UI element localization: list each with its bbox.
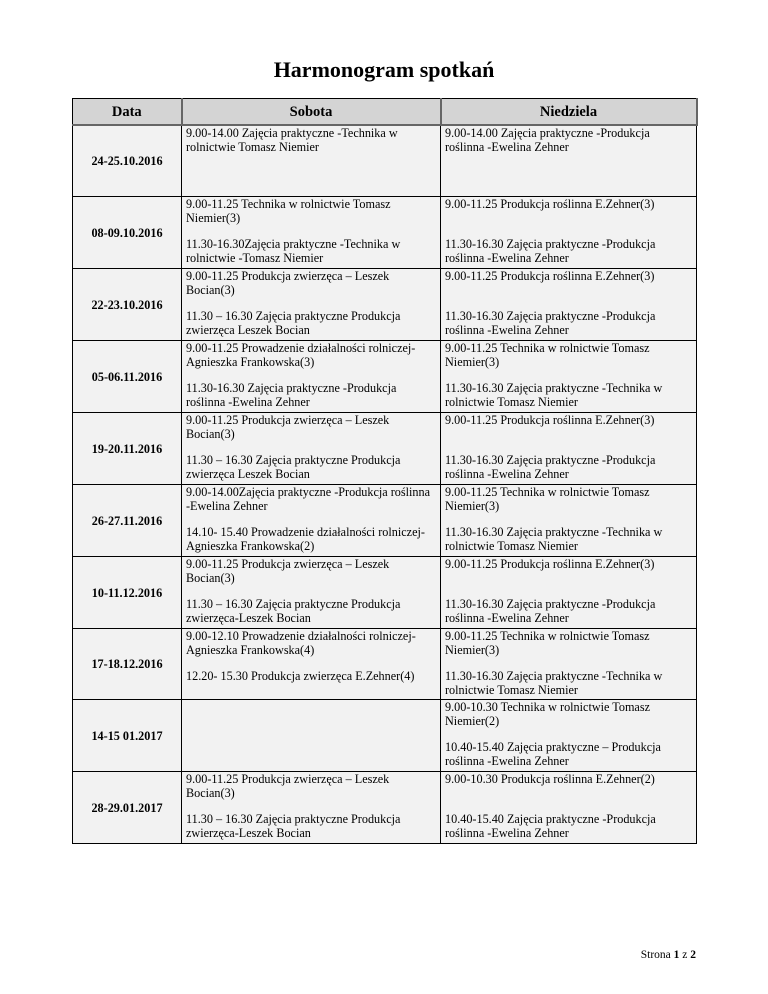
table-row xyxy=(73,269,697,341)
schedule-table xyxy=(72,98,698,844)
table-row xyxy=(73,772,697,844)
session-entry-morning: 9.00-11.25 Produkcja zwierzęca – Leszek Bocian(3) xyxy=(186,413,390,441)
session-entry-morning: 9.00-11.25 Produkcja zwierzęca – Leszek Bocian(3) xyxy=(186,269,390,297)
sunday-cell xyxy=(441,197,697,269)
cell-content xyxy=(182,557,440,627)
cell-content xyxy=(441,700,696,770)
cell-content xyxy=(441,126,696,195)
cell-content xyxy=(441,269,696,339)
session-entry-afternoon: 12.20- 15.30 Produkcja zwierzęca E.Zehner(4) xyxy=(186,669,415,683)
table-row xyxy=(73,557,697,629)
footer-total-pages: 2 xyxy=(690,949,696,961)
page-footer xyxy=(620,949,696,961)
footer-current-page: 1 xyxy=(673,949,680,961)
date-cell: 17-18.12.2016 xyxy=(73,629,182,700)
sunday-cell xyxy=(441,700,697,772)
session-entry-morning: 9.00-14.00 Zajęcia praktyczne -Technika w rolnictwie Tomasz Niemier xyxy=(186,126,398,154)
date-cell: 19-20.11.2016 xyxy=(73,413,182,485)
cell-content xyxy=(441,629,696,698)
session-entry-morning: 9.00-11.25 Produkcja zwierzęca – Leszek Bocian(3) xyxy=(186,772,390,800)
session-entry-afternoon: 11.30-16.30 Zajęcia praktyczne -Produkcja roślinna -Ewelina Zehner xyxy=(186,381,397,409)
session-entry-afternoon: 11.30 – 16.30 Zajęcia praktyczne Produkcja zwierzęca-Leszek Bocian xyxy=(186,812,401,840)
cell-content xyxy=(182,700,440,770)
sunday-cell xyxy=(441,269,697,341)
session-entry-afternoon: 11.30-16.30 Zajęcia praktyczne -Technika w rolnictwie Tomasz Niemier xyxy=(445,669,663,697)
cell-content xyxy=(441,341,696,411)
cell-content xyxy=(182,341,440,411)
sunday-cell xyxy=(441,629,697,700)
session-entry-morning: 9.00-11.25 Technika w rolnictwie Tomasz Niemier(3) xyxy=(445,485,650,513)
header-sunday: Niedziela xyxy=(441,99,697,126)
sunday-cell xyxy=(441,341,697,413)
date-cell: 14-15 01.2017 xyxy=(73,700,182,772)
session-entry-morning: 9.00-11.25 Technika w rolnictwie Tomasz Niemier(3) xyxy=(445,341,650,369)
session-entry-morning: 9.00-11.25 Produkcja roślinna E.Zehner(3) xyxy=(445,269,655,283)
session-entry-morning: 9.00-10.30 Produkcja roślinna E.Zehner(2) xyxy=(445,772,655,786)
table-row xyxy=(73,700,697,772)
session-entry-morning: 9.00-11.25 Produkcja zwierzęca – Leszek Bocian(3) xyxy=(186,557,390,585)
saturday-cell xyxy=(182,269,441,341)
session-entry-afternoon: 11.30-16.30 Zajęcia praktyczne -Produkcja roślinna -Ewelina Zehner xyxy=(445,309,656,337)
cell-content xyxy=(182,772,440,842)
footer-prefix: Strona xyxy=(640,949,674,961)
session-entry-afternoon: 11.30-16.30 Zajęcia praktyczne -Produkcja roślinna -Ewelina Zehner xyxy=(445,237,656,265)
sunday-cell xyxy=(441,485,697,557)
session-entry-afternoon: 11.30-16.30 Zajęcia praktyczne -Technika w rolnictwie Tomasz Niemier xyxy=(445,525,663,553)
session-entry-afternoon: 14.10- 15.40 Prowadzenie działalności rolniczej-Agnieszka Frankowska(2) xyxy=(186,525,425,553)
header-date: Data xyxy=(73,99,182,126)
session-entry-morning: 9.00-11.25 Produkcja roślinna E.Zehner(3) xyxy=(445,557,655,571)
cell-content xyxy=(441,772,696,842)
session-entry-morning: 9.00-11.25 Prowadzenie działalności rolniczej-Agnieszka Frankowska(3) xyxy=(186,341,416,369)
sunday-cell xyxy=(441,413,697,485)
date-cell: 08-09.10.2016 xyxy=(73,197,182,269)
saturday-cell xyxy=(182,197,441,269)
session-entry-morning: 9.00-14.00Zajęcia praktyczne -Produkcja roślinna -Ewelina Zehner xyxy=(186,485,430,513)
table-row xyxy=(73,341,697,413)
session-entry-afternoon: 11.30-16.30 Zajęcia praktyczne -Technika w rolnictwie Tomasz Niemier xyxy=(445,381,663,409)
saturday-cell xyxy=(182,413,441,485)
table-row xyxy=(73,413,697,485)
date-cell: 24-25.10.2016 xyxy=(73,125,182,197)
date-cell: 28-29.01.2017 xyxy=(73,772,182,844)
session-entry-afternoon: 10.40-15.40 Zajęcia praktyczne – Produkcja roślinna -Ewelina Zehner xyxy=(445,740,661,768)
session-entry-morning: 9.00-14.00 Zajęcia praktyczne -Produkcja roślinna -Ewelina Zehner xyxy=(445,126,650,154)
sunday-cell xyxy=(441,125,697,197)
session-entry-afternoon: 11.30 – 16.30 Zajęcia praktyczne Produkcja zwierzęca Leszek Bocian xyxy=(186,453,401,481)
cell-content xyxy=(441,413,696,483)
header-row xyxy=(73,99,697,126)
cell-content xyxy=(441,197,696,267)
saturday-cell xyxy=(182,125,441,197)
table-row xyxy=(73,485,697,557)
session-entry-morning: 9.00-11.25 Produkcja roślinna E.Zehner(3) xyxy=(445,413,655,427)
saturday-cell xyxy=(182,341,441,413)
session-entry-morning: 9.00-12.10 Prowadzenie działalności rolniczej- Agnieszka Frankowska(4) xyxy=(186,629,416,657)
cell-content xyxy=(441,485,696,555)
session-entry-afternoon: 10.40-15.40 Zajęcia praktyczne -Produkcja roślinna -Ewelina Zehner xyxy=(445,812,656,840)
session-entry-afternoon: 11.30-16.30 Zajęcia praktyczne -Produkcja roślinna -Ewelina Zehner xyxy=(445,597,656,625)
session-entry-morning: 9.00-10.30 Technika w rolnictwie Tomasz Niemier(2) xyxy=(445,700,650,728)
cell-content xyxy=(182,126,440,195)
saturday-cell xyxy=(182,557,441,629)
session-entry-afternoon: 11.30 – 16.30 Zajęcia praktyczne Produkcja zwierzęca Leszek Bocian xyxy=(186,309,401,337)
page-title: Harmonogram spotkań xyxy=(273,57,495,82)
cell-content xyxy=(441,557,696,627)
session-entry-morning: 9.00-11.25 Technika w rolnictwie Tomasz Niemier(3) xyxy=(445,629,650,657)
date-cell: 05-06.11.2016 xyxy=(73,341,182,413)
sunday-cell xyxy=(441,557,697,629)
cell-content xyxy=(182,269,440,339)
cell-content xyxy=(182,485,440,555)
session-entry-afternoon: 11.30 – 16.30 Zajęcia praktyczne Produkcja zwierzęca-Leszek Bocian xyxy=(186,597,401,625)
date-cell: 22-23.10.2016 xyxy=(73,269,182,341)
session-entry-morning: 9.00-11.25 Technika w rolnictwie Tomasz Niemier(3) xyxy=(186,197,391,225)
header-saturday: Sobota xyxy=(182,99,441,126)
saturday-cell xyxy=(182,629,441,700)
date-cell: 10-11.12.2016 xyxy=(73,557,182,629)
saturday-cell xyxy=(182,485,441,557)
table-row xyxy=(73,629,697,700)
session-entry-afternoon: 11.30-16.30 Zajęcia praktyczne -Produkcja roślinna -Ewelina Zehner xyxy=(445,453,656,481)
table-row xyxy=(73,197,697,269)
table-row xyxy=(73,125,697,197)
cell-content xyxy=(182,629,440,698)
cell-content xyxy=(182,197,440,267)
saturday-cell xyxy=(182,700,441,772)
session-entry-morning: 9.00-11.25 Produkcja roślinna E.Zehner(3) xyxy=(445,197,655,211)
cell-content xyxy=(182,413,440,483)
sunday-cell xyxy=(441,772,697,844)
session-entry-afternoon: 11.30-16.30Zajęcia praktyczne -Technika w rolnictwie -Tomasz Niemier xyxy=(186,237,401,265)
date-cell: 26-27.11.2016 xyxy=(73,485,182,557)
footer-separator: z xyxy=(679,949,691,961)
saturday-cell xyxy=(182,772,441,844)
